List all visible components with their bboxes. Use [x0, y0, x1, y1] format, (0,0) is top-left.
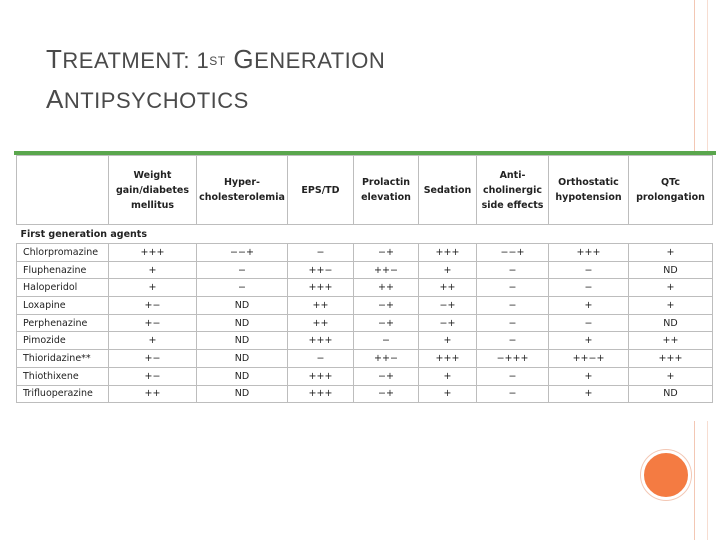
drug-name-cell: Thioridazine**	[17, 350, 109, 368]
rating-cell: +++	[419, 244, 477, 262]
rating-cell: ND	[197, 314, 288, 332]
rating-cell: −	[477, 297, 549, 315]
table-row	[17, 350, 713, 368]
rating-cell: ND	[197, 332, 288, 350]
header-cell: Hyper-cholesterolemia	[197, 156, 288, 225]
rating-cell: +++	[288, 367, 354, 385]
rating-cell: ++	[354, 279, 419, 297]
section-row	[17, 225, 713, 244]
drug-name-cell: Perphenazine	[17, 314, 109, 332]
rating-cell: +++	[629, 350, 713, 368]
title-superscript: ST	[209, 54, 226, 68]
rating-cell: −	[197, 279, 288, 297]
rating-cell: +	[549, 367, 629, 385]
rating-cell: +−	[109, 297, 197, 315]
header-cell: EPS/TD	[288, 156, 354, 225]
rating-cell: +++	[109, 244, 197, 262]
table-row	[17, 244, 713, 262]
rating-cell: −+++	[477, 350, 549, 368]
rating-cell: ND	[197, 297, 288, 315]
rating-cell: −+	[419, 297, 477, 315]
rating-cell: +	[109, 261, 197, 279]
rating-cell: +	[419, 385, 477, 403]
rating-cell: −+	[354, 297, 419, 315]
table-row	[17, 297, 713, 315]
rating-cell: −	[477, 261, 549, 279]
rating-cell: −−+	[197, 244, 288, 262]
header-cell: Orthostatic hypotension	[549, 156, 629, 225]
rating-cell: ++−	[354, 261, 419, 279]
header-cell: Weight gain/diabetes mellitus	[109, 156, 197, 225]
rating-cell: ++	[109, 385, 197, 403]
rating-cell: ND	[197, 350, 288, 368]
rating-cell: ++−	[288, 261, 354, 279]
rating-cell: +	[629, 244, 713, 262]
table-row	[17, 261, 713, 279]
rating-cell: −	[477, 332, 549, 350]
drug-name-cell: Haloperidol	[17, 279, 109, 297]
rating-cell: +++	[549, 244, 629, 262]
rating-cell: −	[477, 314, 549, 332]
drug-name-cell: Fluphenazine	[17, 261, 109, 279]
rating-cell: −	[197, 261, 288, 279]
rating-cell: −+	[354, 385, 419, 403]
title-text: ENERATION	[254, 48, 386, 73]
rating-cell: ND	[197, 367, 288, 385]
rating-cell: ND	[197, 385, 288, 403]
image-cutoff	[14, 417, 716, 421]
rating-cell: ++−+	[549, 350, 629, 368]
title-text: NTIPSYCHOTICS	[63, 88, 249, 113]
header-cell: Anti-cholinergic side effects	[477, 156, 549, 225]
rating-cell: −	[549, 314, 629, 332]
table-row	[17, 279, 713, 297]
slide-title	[46, 40, 646, 120]
rating-cell: +++	[419, 350, 477, 368]
rating-cell: +	[419, 367, 477, 385]
header-cell: QTc prolongation	[629, 156, 713, 225]
antipsychotic-table-image	[14, 151, 716, 421]
title-initial: T	[46, 44, 63, 74]
rating-cell: −	[549, 261, 629, 279]
section-label: First generation agents	[17, 225, 713, 244]
rating-cell: +−	[109, 367, 197, 385]
rating-cell: +++	[288, 385, 354, 403]
rating-cell: ++	[629, 332, 713, 350]
header-cell: Prolactin elevation	[354, 156, 419, 225]
header-cell	[17, 156, 109, 225]
rating-cell: +	[629, 297, 713, 315]
rating-cell: +−	[109, 314, 197, 332]
rating-cell: −+	[354, 314, 419, 332]
table-row	[17, 314, 713, 332]
drug-name-cell: Loxapine	[17, 297, 109, 315]
rating-cell: ND	[629, 314, 713, 332]
rating-cell: +	[419, 332, 477, 350]
rating-cell: ++	[288, 314, 354, 332]
title-line-2	[46, 80, 646, 120]
decorative-circle	[641, 450, 691, 500]
drug-name-cell: Thiothixene	[17, 367, 109, 385]
rating-cell: −	[477, 279, 549, 297]
rating-cell: +	[549, 332, 629, 350]
rating-cell: +	[549, 385, 629, 403]
title-line-1	[46, 40, 646, 80]
rating-cell: +−	[109, 350, 197, 368]
title-initial: A	[46, 84, 64, 114]
rating-cell: ND	[629, 385, 713, 403]
rating-cell: −	[549, 279, 629, 297]
rating-cell: +	[629, 279, 713, 297]
rating-cell: −	[354, 332, 419, 350]
table-header-row	[17, 156, 713, 225]
rating-cell: +	[109, 332, 197, 350]
rating-cell: −+	[354, 244, 419, 262]
drug-name-cell: Trifluoperazine	[17, 385, 109, 403]
header-cell: Sedation	[419, 156, 477, 225]
rating-cell: −−+	[477, 244, 549, 262]
rating-cell: ++	[288, 297, 354, 315]
rating-cell: +++	[288, 279, 354, 297]
title-initial: G	[225, 44, 255, 74]
rating-cell: −	[288, 350, 354, 368]
title-text: REATMENT: 1	[62, 48, 210, 73]
rating-cell: ++	[419, 279, 477, 297]
rating-cell: −	[477, 385, 549, 403]
side-effects-table	[16, 155, 713, 403]
rating-cell: −	[477, 367, 549, 385]
rating-cell: +	[629, 367, 713, 385]
rating-cell: −+	[354, 367, 419, 385]
rating-cell: −+	[419, 314, 477, 332]
drug-name-cell: Pimozide	[17, 332, 109, 350]
rating-cell: ++−	[354, 350, 419, 368]
rating-cell: +	[419, 261, 477, 279]
table-row	[17, 332, 713, 350]
table-row	[17, 367, 713, 385]
drug-name-cell: Chlorpromazine	[17, 244, 109, 262]
rating-cell: +	[109, 279, 197, 297]
table-row	[17, 385, 713, 403]
rating-cell: +++	[288, 332, 354, 350]
rating-cell: −	[288, 244, 354, 262]
rating-cell: +	[549, 297, 629, 315]
rating-cell: ND	[629, 261, 713, 279]
